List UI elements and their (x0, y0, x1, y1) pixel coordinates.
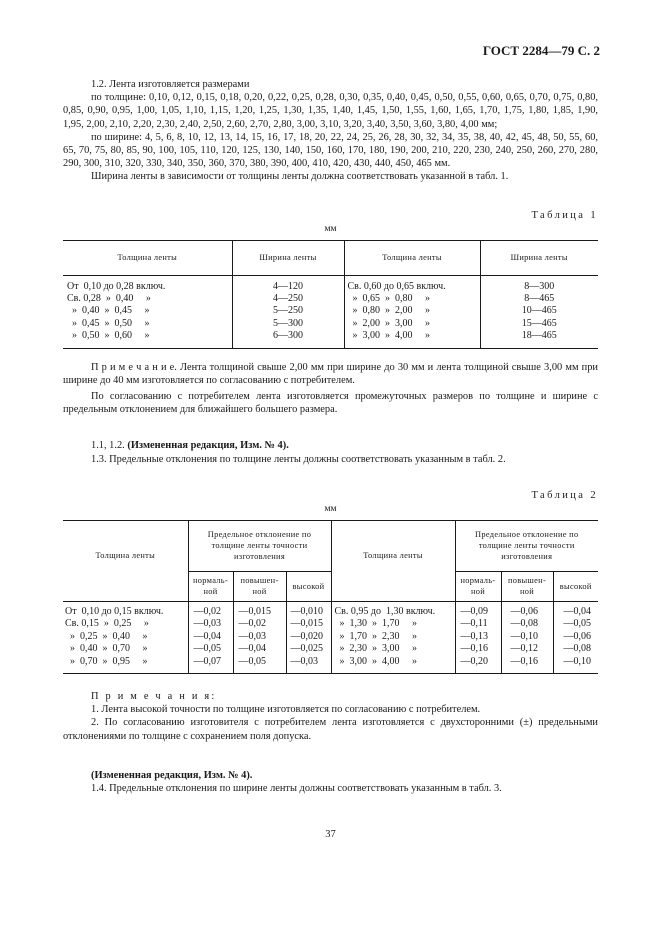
table-2 (63, 520, 598, 674)
table-1-label: Таблица 1 (531, 209, 598, 221)
amendment-1-prefix: 1.1, 1.2. (91, 440, 125, 452)
thickness-sizes: по толщине: 0,10, 0,12, 0,15, 0,18, 0,20, 0,22, 0,25, 0,28, 0,30, 0,35, 0,40, 0,45, 0,50, 0,55, 0,60, 0,65, 0,70, 0,75, 0,80, 0,85, 0,90, 0,95, 1,00, 1,05, 1,10, 1,15, 1,20, 1,25, 1,30, 1,35, 1,40, 1,45, 1,50, 1,55, 1,60, 1,65, 1,70, 1,75, 1,80, 1,85, 1,90, 1,95, 2,00, 2,10, 2,20, 2,30, 2,40, 2,50, 2,60, 2,70, 2,80, 3,00, 3,10, 3,20, 3,40, 3,50, 3,60, 3,80, 4,00 мм; (63, 92, 598, 130)
t2-high-left: —0,010 —0,015 —0,020 —0,025 —0,03 (286, 601, 331, 673)
t2-normal-left: —0,02 —0,03 —0,04 —0,05 —0,07 (188, 601, 233, 673)
para-1-3: 1.3. Предельные отклонения по толщине ленты должны соответствовать указанным в табл. 2. (91, 453, 506, 465)
amendment-2: (Измененная редакция, Изм. № 4). (91, 769, 253, 781)
width-sizes: по ширине: 4, 5, 6, 8, 10, 12, 13, 14, 15, 16, 17, 18, 20, 22, 24, 25, 26, 28, 30, 32, 34, 35, 38, 40, 42, 45, 48, 50, 55, 60, 65, 70, 75, 80, 85, 90, 100, 105, 110, 120, 125, 130, 140, 150, 160, 170, 180, 190, 200, 210, 220, 230, 240, 250, 260, 270, 280, 290, 300, 310, 320, 330, 340, 350, 360, 370, 380, 390, 400, 410, 420, 430, 440, 450, 465 мм. (63, 131, 598, 170)
page-header: ГОСТ 2284—79 С. 2 (482, 43, 600, 58)
t2-header-increased-right: повышен-ной (501, 571, 553, 601)
t1-thickness-right: Св. 0,60 до 0,65 включ. » 0,65 » 0,80 » » 0,80 » 2,00 » » 2,00 » 3,00 » » 3,00 » 4,00 » (344, 275, 480, 348)
para-1-2: 1.2. Лента изготовляется размерами (91, 79, 250, 90)
notes-2-item-1: 1. Лента высокой точности по толщине изготовляется по согласованию с потребителем. (91, 704, 481, 716)
document-body (63, 78, 598, 795)
t2-header-normal-right: нормаль-ной (455, 571, 501, 601)
t1-header-width-left: Ширина ленты (232, 240, 344, 275)
table-2-label: Таблица 2 (531, 489, 598, 501)
t2-thickness-left: От 0,10 до 0,15 включ. Св. 0,15 » 0,25 » » 0,25 » 0,40 » » 0,40 » 0,70 » » 0,70 » 0,95 » (63, 601, 188, 673)
t1-header-width-right: Ширина ленты (510, 253, 568, 263)
t2-high-right: —0,04 —0,05 —0,06 —0,08 —0,10 (563, 605, 591, 667)
page-number: 37 (325, 829, 336, 840)
para-agreement: По согласованию с потребителем лента изготовляется промежуточных размеров по толщине и ширине с предельным отклонением для ближайшего большего размера. (63, 391, 598, 416)
t2-header-deviation-left: Предельное отклонение по толщине ленты точности изготовления (188, 520, 331, 571)
t1-thickness-left: От 0,10 до 0,28 включ. Св. 0,28 » 0,40 » » 0,40 » 0,45 » » 0,45 » 0,50 » » 0,50 » 0,60 » (63, 275, 232, 348)
t1-header-thickness-right: Толщина ленты (344, 240, 480, 275)
para-1-4: 1.4. Предельные отклонения по ширине ленты должны соответствовать указанным в табл. 3. (91, 782, 502, 794)
width-note: Ширина ленты в зависимости от толщины ленты должна соответствовать указанной в табл. 1. (91, 171, 509, 183)
t2-header-thickness-right: Толщина ленты (331, 520, 455, 601)
notes-2-title: П р и м е ч а н и я: (91, 690, 217, 702)
amendment-1-text: (Измененная редакция, Изм. № 4). (127, 440, 289, 452)
t2-increased-right: —0,06 —0,08 —0,10 —0,12 —0,16 (501, 601, 553, 673)
t2-header-high-left: высокой (286, 571, 331, 601)
table-2-unit: мм (324, 503, 337, 514)
t2-header-normal-left: нормаль-ной (188, 571, 233, 601)
table-1 (63, 240, 598, 349)
t2-thickness-right: Св. 0,95 до 1,30 включ. » 1,30 » 1,70 » » 1,70 » 2,30 » » 2,30 » 3,00 » » 3,00 » 4,00 » (331, 601, 455, 673)
t2-normal-right: —0,09 —0,11 —0,13 —0,16 —0,20 (455, 601, 501, 673)
amendment-1 (63, 439, 598, 452)
table-1-unit: мм (324, 223, 337, 234)
t1-width-left: 4—120 4—250 5—250 5—300 6—300 (232, 275, 344, 348)
t2-increased-left: —0,015 —0,02 —0,03 —0,04 —0,05 (233, 601, 286, 673)
t2-header-increased-left: повышен-ной (233, 571, 286, 601)
notes-2-item-2: 2. По согласованию изготовителя с потребителем лента изготовляется с двухсторонними (±) предельными отклонениями по толщине с сохранением поля допуска. (63, 717, 598, 742)
t2-header-high-right: высокой (553, 571, 598, 601)
t2-header-deviation-right: Предельное отклонение по толщине ленты точности изготовления (455, 520, 598, 571)
table-1-note: П р и м е ч а н и е. Лента толщиной свыше 2,00 мм при ширине до 30 мм и лента толщиной свыше 3,00 мм при ширине до 40 мм изготовляется по согласованию с потребителем. (63, 361, 598, 386)
t1-header-thickness-left: Толщина ленты (63, 240, 232, 275)
t1-width-right: 8—300 8—465 10—465 15—465 18—465 (521, 280, 557, 342)
t2-header-thickness-left: Толщина ленты (63, 520, 188, 601)
